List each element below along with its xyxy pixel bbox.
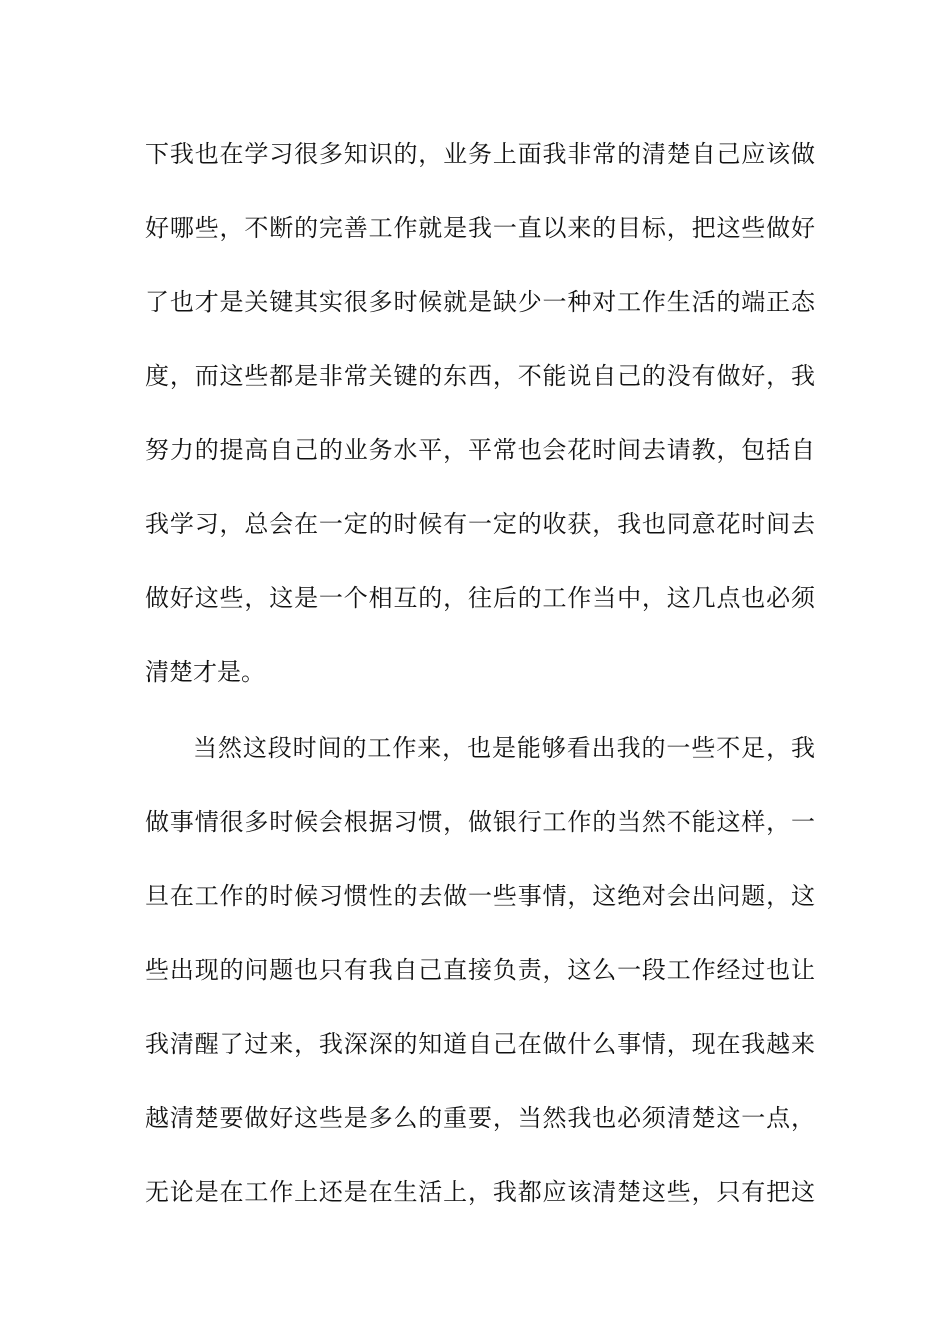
text-line: 了也才是关键其实很多时候就是缺少一种对工作生活的端正态 [145,288,815,316]
text-line: 做事情很多时候会根据习惯，做银行工作的当然不能这样，一 [145,808,815,836]
text-line: 清楚才是。 [145,658,265,686]
text-line: 好哪些，不断的完善工作就是我一直以来的目标，把这些做好 [145,214,815,242]
text-line: 当然这段时间的工作来，也是能够看出我的一些不足，我 [193,734,815,762]
text-line: 越清楚要做好这些是多么的重要，当然我也必须清楚这一点， [145,1104,815,1132]
text-line: 我学习，总会在一定的时候有一定的收获，我也同意花时间去 [145,510,815,538]
text-line: 度，而这些都是非常关键的东西，不能说自己的没有做好，我 [145,362,815,390]
text-line: 努力的提高自己的业务水平，平常也会花时间去请教，包括自 [145,436,815,464]
text-line: 下我也在学习很多知识的，业务上面我非常的清楚自己应该做 [145,140,815,168]
text-line: 无论是在工作上还是在生活上，我都应该清楚这些，只有把这 [145,1178,815,1206]
text-line: 做好这些，这是一个相互的，往后的工作当中，这几点也必须 [145,584,815,612]
text-line: 我清醒了过来，我深深的知道自己在做什么事情，现在我越来 [145,1030,815,1058]
text-line: 旦在工作的时候习惯性的去做一些事情，这绝对会出问题，这 [145,882,815,910]
text-line: 些出现的问题也只有我自己直接负责，这么一段工作经过也让 [145,956,815,984]
